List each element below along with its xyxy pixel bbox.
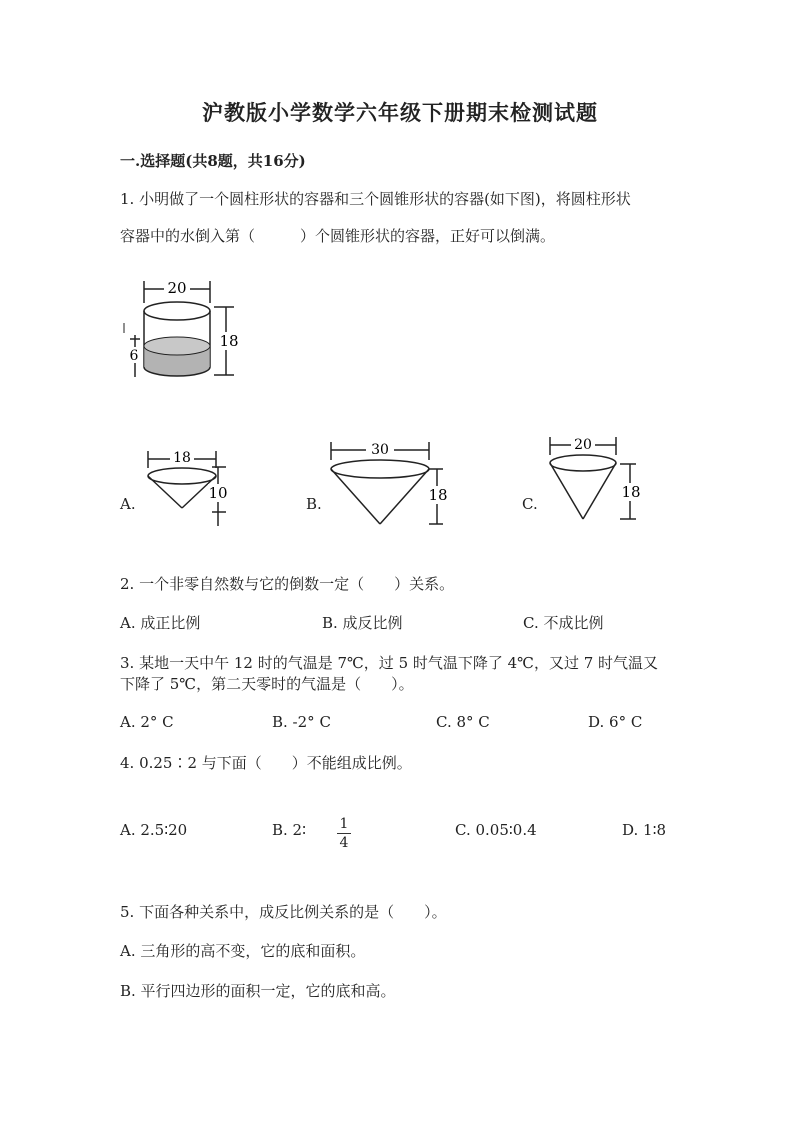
page-title: 沪教版小学数学六年级下册期末检测试题 xyxy=(202,100,598,125)
cone-c-label: C. xyxy=(522,495,538,513)
cone-b-figure xyxy=(325,438,455,530)
q3-option-a: A. 2° C xyxy=(120,713,174,731)
fraction-denominator: 4 xyxy=(339,835,349,851)
cone-a-height: 10 xyxy=(208,484,228,502)
q4-option-b-fraction xyxy=(337,815,351,852)
cylinder-height-label: 18 xyxy=(219,332,239,350)
cylinder-diameter-label: 20 xyxy=(167,279,187,297)
q4-option-c: C. 0.05∶0.4 xyxy=(455,821,537,839)
q4-option-d: D. 1∶8 xyxy=(622,821,667,839)
q3-option-d: D. 6° C xyxy=(588,713,643,731)
q4-stem: 4. 0.25∶2 与下面（ ）不能组成比例。 xyxy=(120,754,412,772)
q4-option-b: B. 2∶ xyxy=(272,821,307,839)
q3-stem-line1: 3. 某地一天中午 12 时的气温是 7℃，过 5 时气温下降了 4℃，又过 7 时气温又 xyxy=(120,654,659,672)
cone-b-label: B. xyxy=(306,495,322,513)
q1-stem-line2: 容器中的水倒入第（ ）个圆锥形状的容器，正好可以倒满。 xyxy=(120,227,556,245)
q5-option-b: B. 平行四边形的面积一定，它的底和高。 xyxy=(120,982,396,1000)
cylinder-water-label: 6 xyxy=(129,348,139,364)
cone-c-height: 18 xyxy=(621,483,641,501)
cone-a-diameter: 18 xyxy=(173,450,191,466)
q3-stem-line2: 下降了 5℃，第二天零时的气温是（ ）。 xyxy=(120,675,414,693)
q5-stem: 5. 下面各种关系中，成反比例关系的是（ ）。 xyxy=(120,903,447,921)
q3-option-c: C. 8° C xyxy=(436,713,490,731)
q5-option-a: A. 三角形的高不变，它的底和面积。 xyxy=(120,942,366,960)
cone-c-diameter: 20 xyxy=(574,437,592,453)
fraction-numerator: 1 xyxy=(337,815,351,834)
q1-stem-line1: 1. 小明做了一个圆柱形状的容器和三个圆锥形状的容器(如下图)，将圆柱形状 xyxy=(120,190,631,208)
q2-option-a: A. 成正比例 xyxy=(120,614,201,632)
section-heading: 一.选择题(共8题，共16分) xyxy=(120,152,306,170)
cylinder-figure xyxy=(118,275,248,385)
q2-stem: 2. 一个非零自然数与它的倒数一定（ ）关系。 xyxy=(120,575,455,593)
q2-option-b: B. 成反比例 xyxy=(322,614,403,632)
cone-a-figure xyxy=(138,446,238,528)
cone-c-figure xyxy=(540,433,650,525)
cone-b-diameter: 30 xyxy=(371,442,389,458)
q4-option-a: A. 2.5∶20 xyxy=(120,821,188,839)
cone-a-label: A. xyxy=(120,495,136,513)
cone-b-height: 18 xyxy=(428,486,448,504)
q2-option-c: C. 不成比例 xyxy=(523,614,604,632)
q3-option-b: B. -2° C xyxy=(272,713,331,731)
